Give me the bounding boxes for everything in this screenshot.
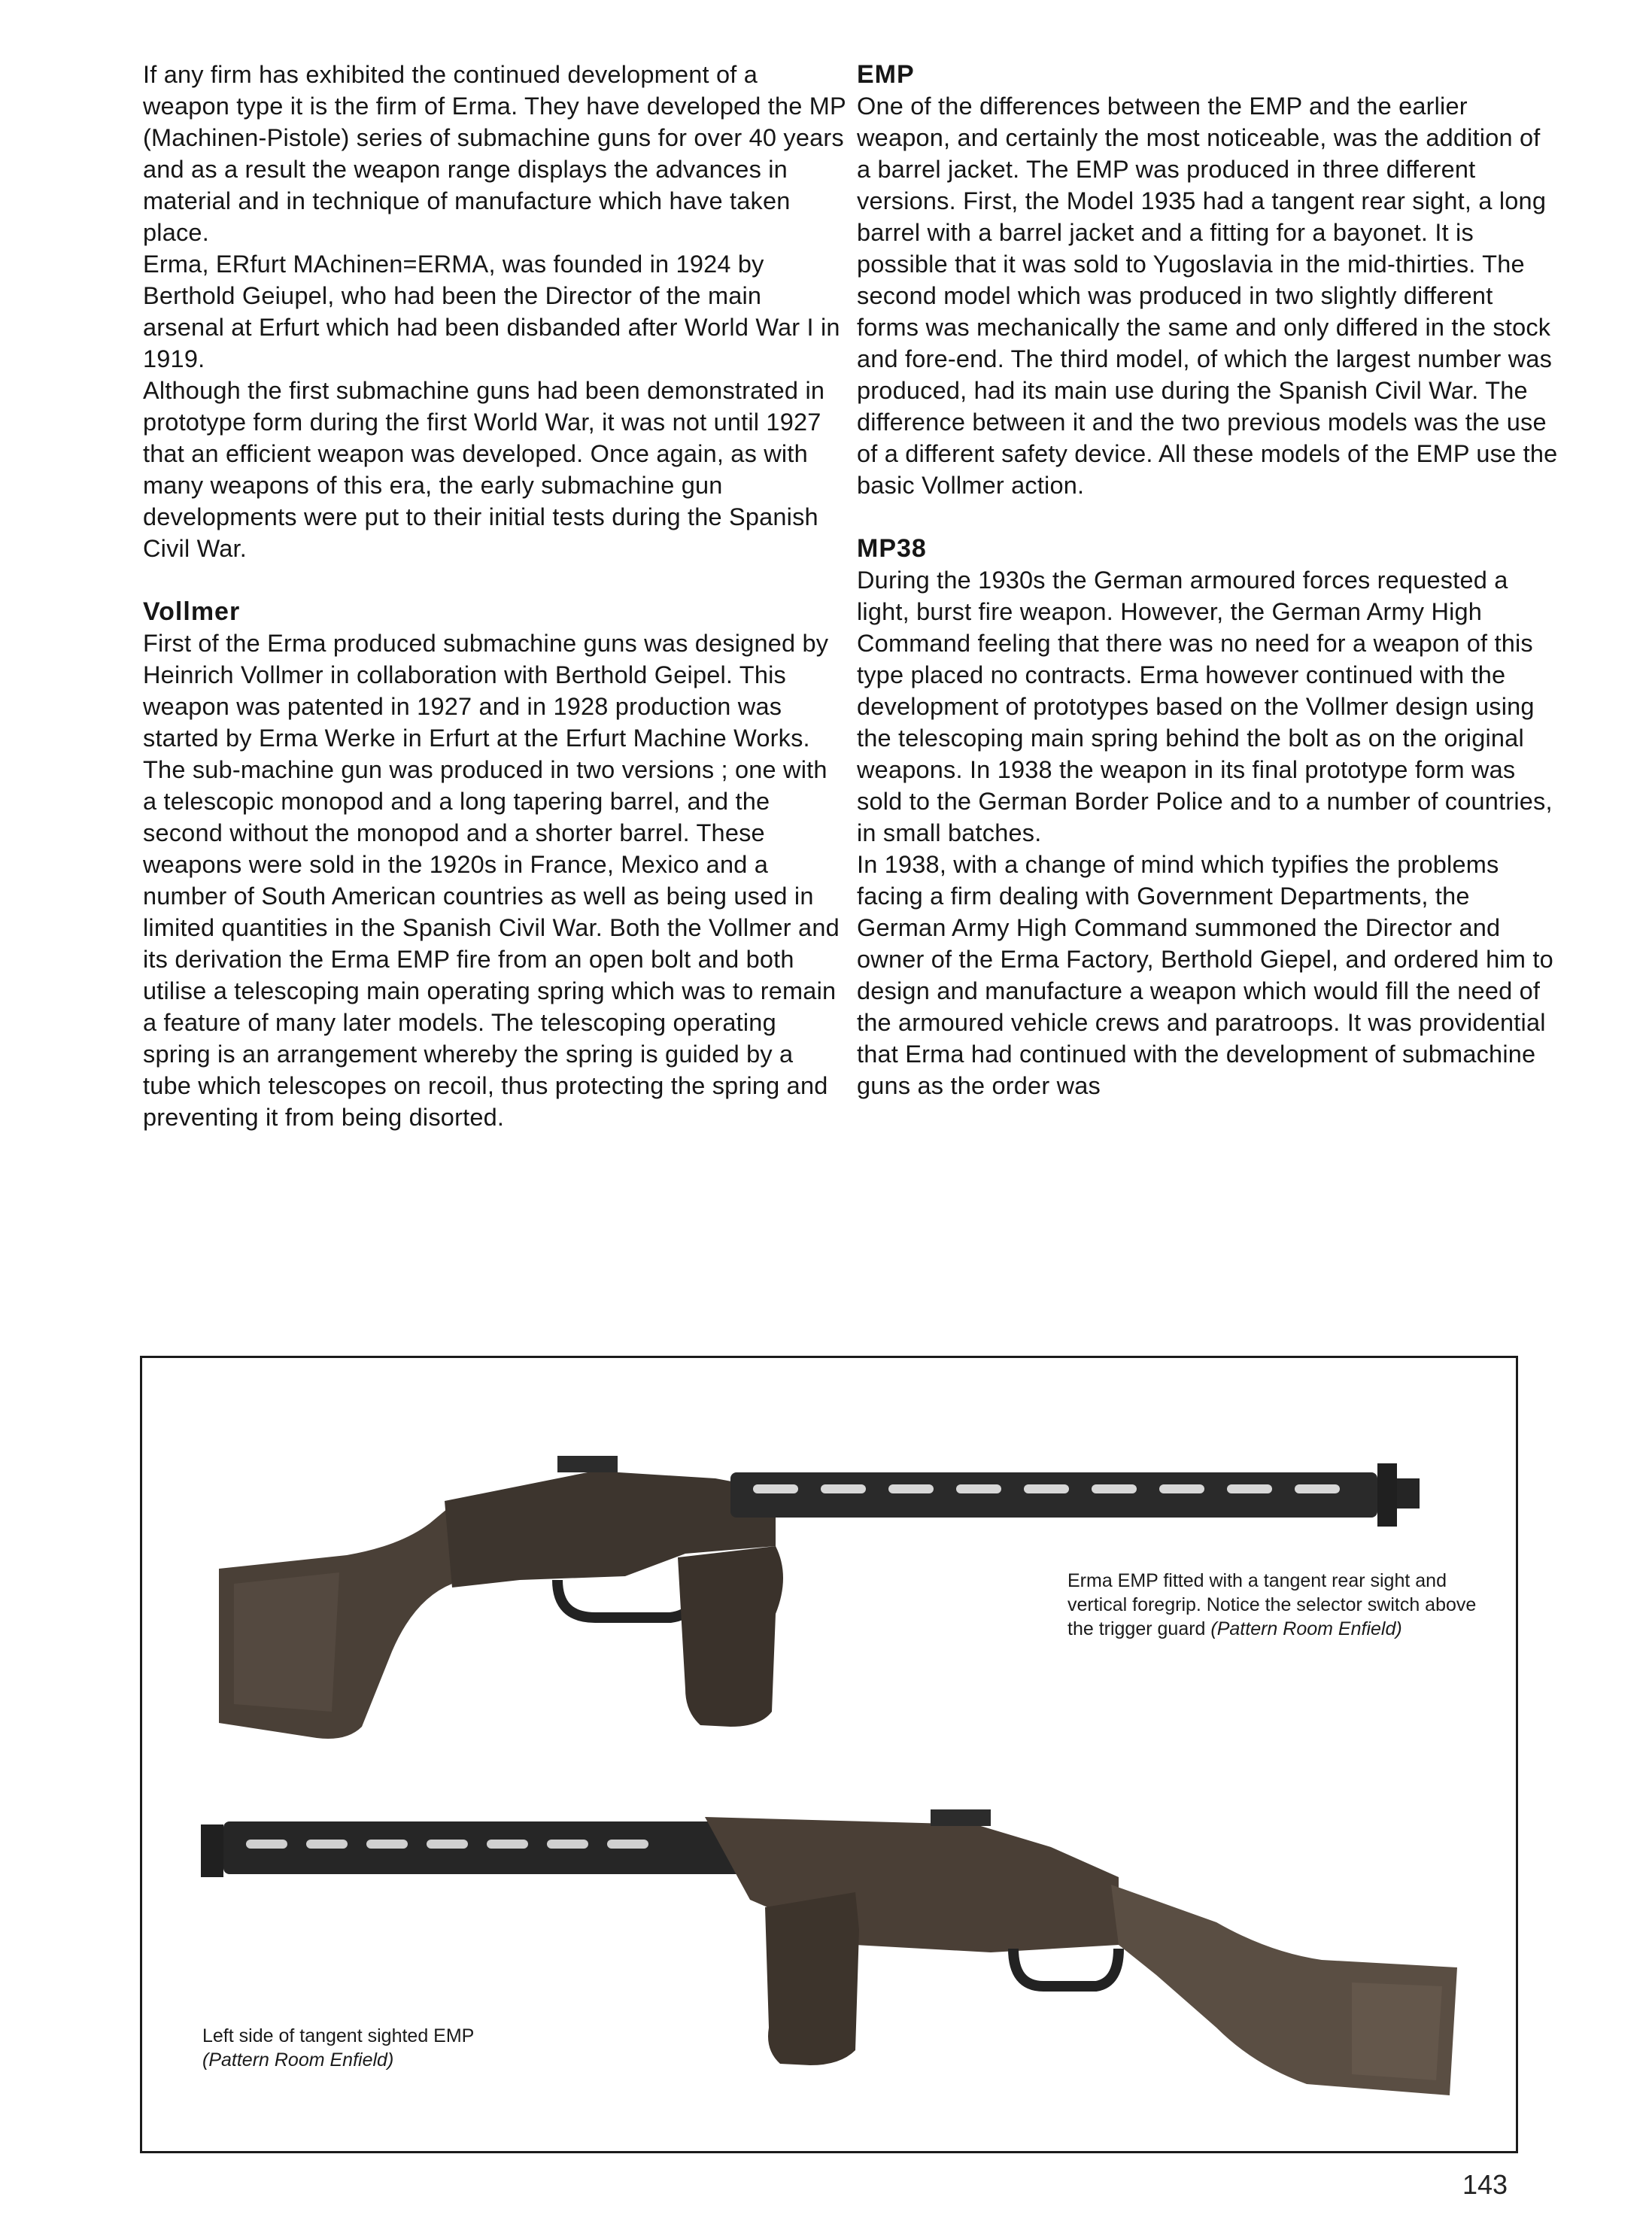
intro-paragraph-1: If any firm has exhibited the continued development of a weapon type it is the firm of Erma. They have developed the MP (Machinen-Pistole) series of submachine guns for over 40 years and as a result the weapon range displays the advances in material and in technique of manufacture which have taken place.: [143, 61, 846, 246]
caption-top-source: (Pattern Room Enfield): [1210, 1618, 1402, 1639]
caption-top: [1067, 1569, 1489, 1641]
mp38-paragraph-2: In 1938, with a change of mind which typifies the problems facing a firm dealing with Government Departments, the German Army High Command summoned the Director and owner of the Erma Factory, Berthold Giepel, and ordered him to design and manufacture a weapon which would fill the need of the armoured vehicle crews and paratroops. It was providential that Erma had continued with the development of submachine guns as the order was: [857, 851, 1553, 1099]
vollmer-heading: Vollmer: [143, 597, 241, 626]
page-number: 143: [1462, 2169, 1508, 2200]
emp-left-side-photo: [178, 1779, 1472, 2140]
emp-paragraph: One of the differences between the EMP and the earlier weapon, and certainly the most noticeable, was the addition of a barrel jacket. The EMP was produced in three different versions. First, the Model 1935 had a tangent rear sight, a long barrel with a barrel jacket and a fitting for a bayonet. It is possible that it was sold to Yugoslavia in the mid-thirties. The second model which was produced in two slightly different forms was mechanically the same and only differed in the stock and fore-end. The third model, of which the largest number was produced, had its main use during the Spanish Civil War. The difference between it and the two previous models was the use of a different safety device. All these models of the EMP use the basic Vollmer action.: [857, 93, 1558, 499]
right-column: [857, 59, 1560, 1101]
caption-bottom-text: Left side of tangent sighted EMP: [202, 2025, 475, 2046]
mp38-heading: MP38: [857, 534, 927, 563]
intro-paragraph-3: Although the first submachine guns had been demonstrated in prototype form during the first World War, it was not until 1927 that an efficient weapon was developed. Once again, as with many weapons of this era, the early submachine gun developments were put to their initial tests during the Spanish Civil War.: [143, 377, 825, 562]
vollmer-paragraph: First of the Erma produced submachine guns was designed by Heinrich Vollmer in collaboration with Berthold Geipel. This weapon was patented in 1927 and in 1928 production was started by Erma Werke in Erfurt at the Erfurt Machine Works. The sub-machine gun was produced in two versions ; one with a telescopic monopod and a long tapering barrel, and the second without the monopod and a shorter barrel. These weapons were sold in the 1920s in France, Mexico and a number of South American countries as well as being used in limited quantities in the Spanish Civil War. Both the Vollmer and its derivation the Erma EMP fire from an open bolt and both utilise a telescoping main operating spring which was to remain a feature of many later models. The telescoping operating spring is an arrangement whereby the spring is guided by a tube which telescopes on recoil, thus protecting the spring and preventing it from being disorted.: [143, 630, 840, 1131]
emp-heading: EMP: [857, 60, 915, 89]
caption-bottom-source: (Pattern Room Enfield): [202, 2049, 394, 2071]
left-column: [143, 59, 846, 1133]
caption-top-text: Erma EMP fitted with a tangent rear sight and vertical foregrip. Notice the selector switch above the trigger guard: [1067, 1570, 1477, 1639]
photo-figure: [140, 1356, 1518, 2153]
caption-bottom: [202, 2024, 624, 2072]
intro-paragraph-2: Erma, ERfurt MAchinen=ERMA, was founded in 1924 by Berthold Geiupel, who had been the Director of the main arsenal at Erfurt which had been disbanded after World War I in 1919.: [143, 251, 840, 372]
mp38-paragraph-1: During the 1930s the German armoured forces requested a light, burst fire weapon. However, the German Army High Command feeling that there was no need for a weapon of this type placed no contracts. Erma however continued with the development of prototypes based on the Vollmer design using the telescoping main spring behind the bolt as on the original weapons. In 1938 the weapon in its final prototype form was sold to the German Border Police and to a number of countries, in small batches.: [857, 567, 1553, 846]
